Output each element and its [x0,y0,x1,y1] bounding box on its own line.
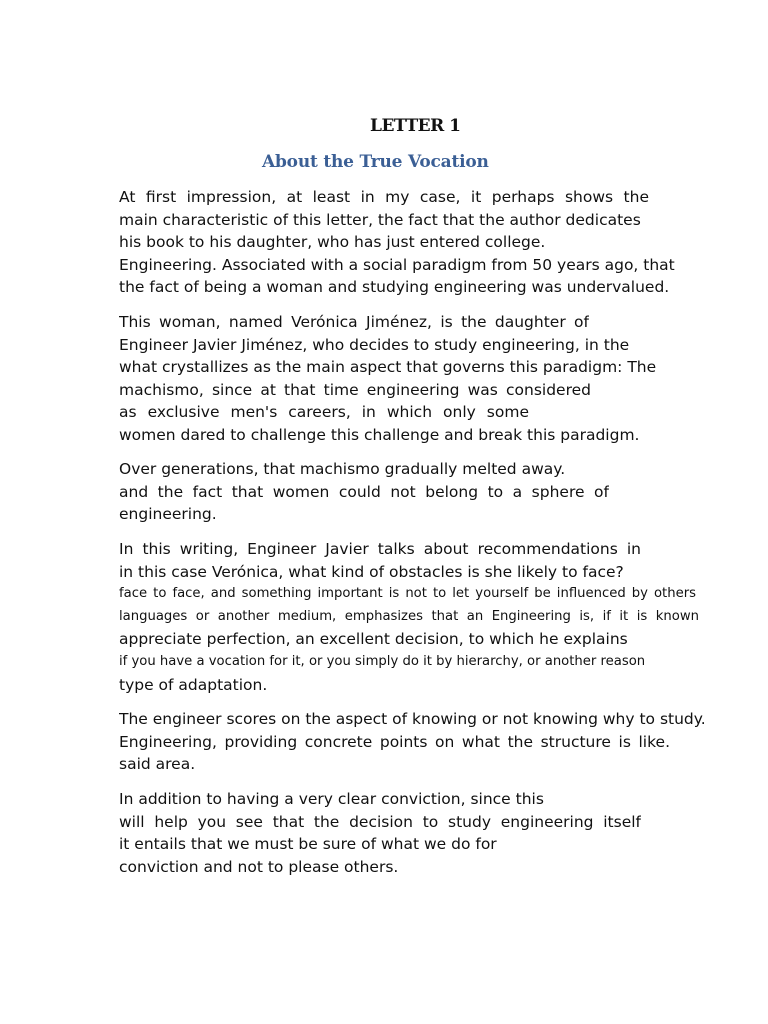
paragraph-5 [119,708,709,776]
paragraph-6 [119,788,709,878]
paragraph-line: will help you see that the decision to study engineering itself [119,812,641,831]
paragraph-line: languages or another medium, emphasizes that an Engineering is, if it is known [119,608,699,624]
paragraph-1 [119,186,709,299]
letter-title: LETTER 1 [370,116,461,136]
paragraph-line: face to face, and something important is not to let yourself be influenced by others [119,586,696,602]
paragraph-line: appreciate perfection, an excellent decision, to which he explains [119,630,628,649]
paragraph-3 [119,458,709,526]
paragraph-line: This woman, named Verónica Jiménez, is the daughter of [119,313,589,331]
paragraph-line: engineering. [119,505,217,524]
paragraph-line: conviction and not to please others. [119,857,399,876]
paragraph-line: the fact of being a woman and studying engineering was undervalued. [119,278,670,297]
paragraph-line: it entails that we must be sure of what we do for [119,835,497,854]
paragraph-line: main characteristic of this letter, the fact that the author dedicates [119,210,641,229]
paragraph-line: Engineer Javier Jiménez, who decides to study engineering, in the [119,335,630,354]
paragraph-line: women dared to challenge this challenge and break this paradigm. [119,425,640,444]
paragraph-line: machismo, since at that time engineering was considered [119,380,591,399]
paragraph-line: as exclusive men's careers, in which only some [119,403,529,422]
paragraph-line: if you have a vocation for it, or you simply do it by hierarchy, or another reason [119,653,646,669]
paragraph-line: Engineering. Associated with a social paradigm from 50 years ago, that [119,255,675,274]
paragraph-line: In addition to having a very clear conviction, since this [119,790,544,808]
paragraph-line: At first impression, at least in my case, it perhaps shows the [119,188,649,206]
paragraph-line: Over generations, that machismo gradually melted away. [119,460,566,478]
paragraph-4 [119,538,709,696]
paragraph-line: Engineering, providing concrete points on what the structure is like. [119,732,670,751]
paragraph-line: his book to his daughter, who has just entered college. [119,233,546,252]
paragraph-2 [119,311,709,447]
letter-subtitle: About the True Vocation [262,152,489,172]
paragraph-line: in this case Verónica, what kind of obstacles is she likely to face? [119,562,624,581]
paragraph-line: said area. [119,755,196,774]
paragraph-line: and the fact that women could not belong to a sphere of [119,482,609,501]
paragraph-line: what crystallizes as the main aspect that governs this paradigm: The [119,358,657,377]
paragraph-line: In this writing, Engineer Javier talks about recommendations in [119,540,641,558]
paragraph-line: The engineer scores on the aspect of knowing or not knowing why to study. [119,710,706,728]
paragraph-line: type of adaptation. [119,675,268,694]
